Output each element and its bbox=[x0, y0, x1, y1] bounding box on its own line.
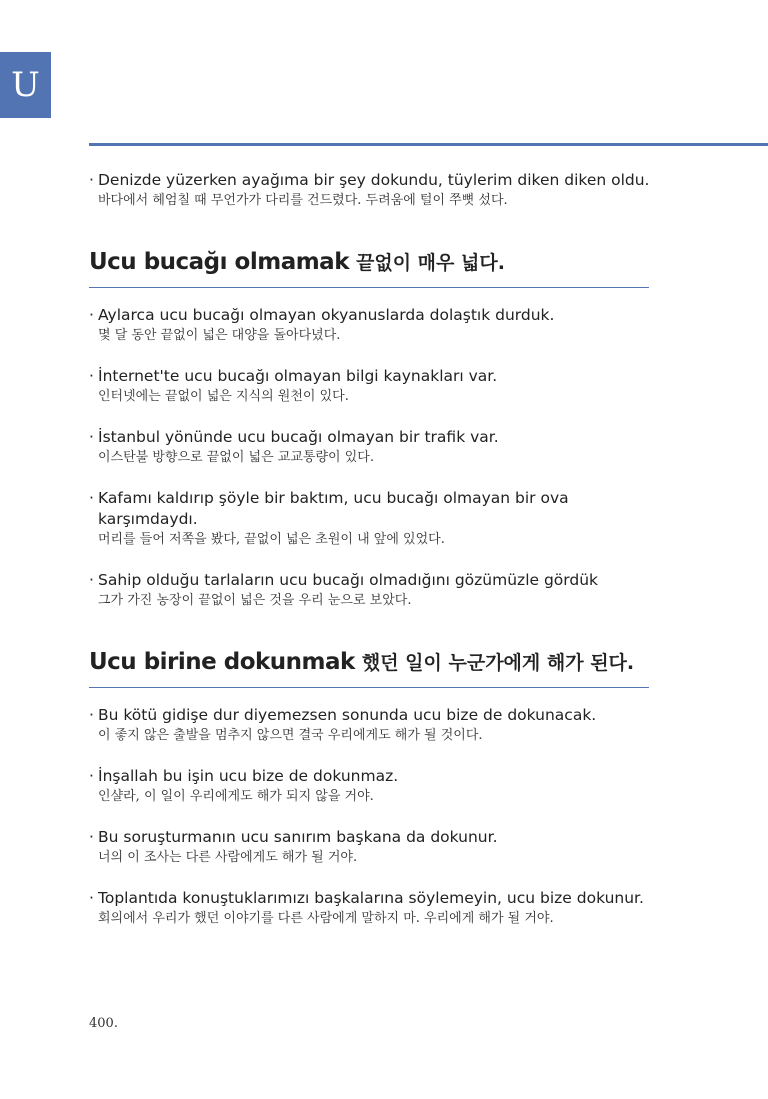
example-turkish: · İstanbul yönünde ucu bucağı olmayan bir trafik var. bbox=[89, 428, 499, 446]
example-korean: 그가 가진 농장이 끝없이 넓은 것을 우리 눈으로 보았다. bbox=[98, 593, 412, 608]
idiom-section-2 bbox=[89, 648, 669, 928]
chapter-tab-letter: U bbox=[0, 52, 51, 118]
idiom-title-turkish: Ucu birine dokunmak bbox=[89, 649, 355, 675]
example-list bbox=[89, 705, 669, 928]
example-item bbox=[89, 427, 669, 467]
example-turkish: · Aylarca ucu bucağı olmayan okyanuslarda dolaştık durduk. bbox=[89, 306, 555, 324]
example-list bbox=[89, 305, 669, 610]
example-korean: 몇 달 동안 끝없이 넓은 대양을 돌아다녔다. bbox=[98, 328, 341, 343]
example-korean: 머리를 들어 저쪽을 봤다, 끝없이 넓은 초원이 내 앞에 있었다. bbox=[98, 532, 445, 547]
idiom-title-korean: 했던 일이 누군가에게 해가 된다. bbox=[361, 652, 635, 674]
section-divider bbox=[89, 687, 649, 688]
page-number: 400. bbox=[89, 1016, 118, 1031]
example-korean: 인터넷에는 끝없이 넓은 지식의 원천이 있다. bbox=[98, 389, 349, 404]
example-turkish: · Bu soruşturmanın ucu sanırım başkana da dokunur. bbox=[89, 828, 498, 846]
page-content bbox=[89, 170, 669, 928]
idiom-heading bbox=[89, 248, 669, 275]
example-turkish: · Sahip olduğu tarlaların ucu bucağı olmadığını gözümüzle gördük bbox=[89, 571, 599, 589]
example-item bbox=[89, 888, 669, 928]
example-korean: 회의에서 우리가 했던 이야기를 다른 사람에게 말하지 마. 우리에게 해가 될 거야. bbox=[98, 911, 554, 926]
example-item bbox=[89, 305, 669, 345]
example-item bbox=[89, 570, 669, 610]
example-item bbox=[89, 705, 669, 745]
example-korean: 너의 이 조사는 다른 사람에게도 해가 될 거야. bbox=[98, 850, 358, 865]
example-item bbox=[89, 366, 669, 406]
example-korean: 이 좋지 않은 출발을 멈추지 않으면 결국 우리에게도 해가 될 것이다. bbox=[98, 728, 483, 743]
example-korean: 이스탄불 방향으로 끝없이 넓은 교교통량이 있다. bbox=[98, 450, 374, 465]
example-turkish: · Toplantıda konuştuklarımızı başkalarına söylemeyin, ucu bize dokunur. bbox=[89, 889, 644, 907]
example-turkish: · Denizde yüzerken ayağıma bir şey dokundu, tüylerim diken diken oldu. bbox=[89, 171, 650, 189]
example-turkish: · Bu kötü gidişe dur diyemezsen sonunda ucu bize de dokunacak. bbox=[89, 706, 597, 724]
example-korean: 인샬라, 이 일이 우리에게도 해가 되지 않을 거야. bbox=[98, 789, 374, 804]
example-turkish: · İnternet'te ucu bucağı olmayan bilgi kaynakları var. bbox=[89, 367, 498, 385]
header-divider bbox=[89, 143, 768, 146]
example-item bbox=[89, 488, 669, 549]
idiom-heading bbox=[89, 648, 669, 675]
example-item bbox=[89, 766, 669, 806]
idiom-title-turkish: Ucu bucağı olmamak bbox=[89, 249, 349, 275]
idiom-section-1 bbox=[89, 248, 669, 610]
top-example bbox=[89, 170, 669, 210]
example-turkish: · Kafamı kaldırıp şöyle bir baktım, ucu bucağı olmayan bir ova karşımdaydı. bbox=[89, 489, 569, 528]
section-divider bbox=[89, 287, 649, 288]
example-korean: 바다에서 헤엄칠 때 무언가가 다리를 건드렸다. 두려움에 털이 쭈뼛 섰다. bbox=[98, 193, 508, 208]
example-item bbox=[89, 827, 669, 867]
idiom-title-korean: 끝없이 매우 넓다. bbox=[356, 252, 505, 274]
example-turkish: · İnşallah bu işin ucu bize de dokunmaz. bbox=[89, 767, 399, 785]
